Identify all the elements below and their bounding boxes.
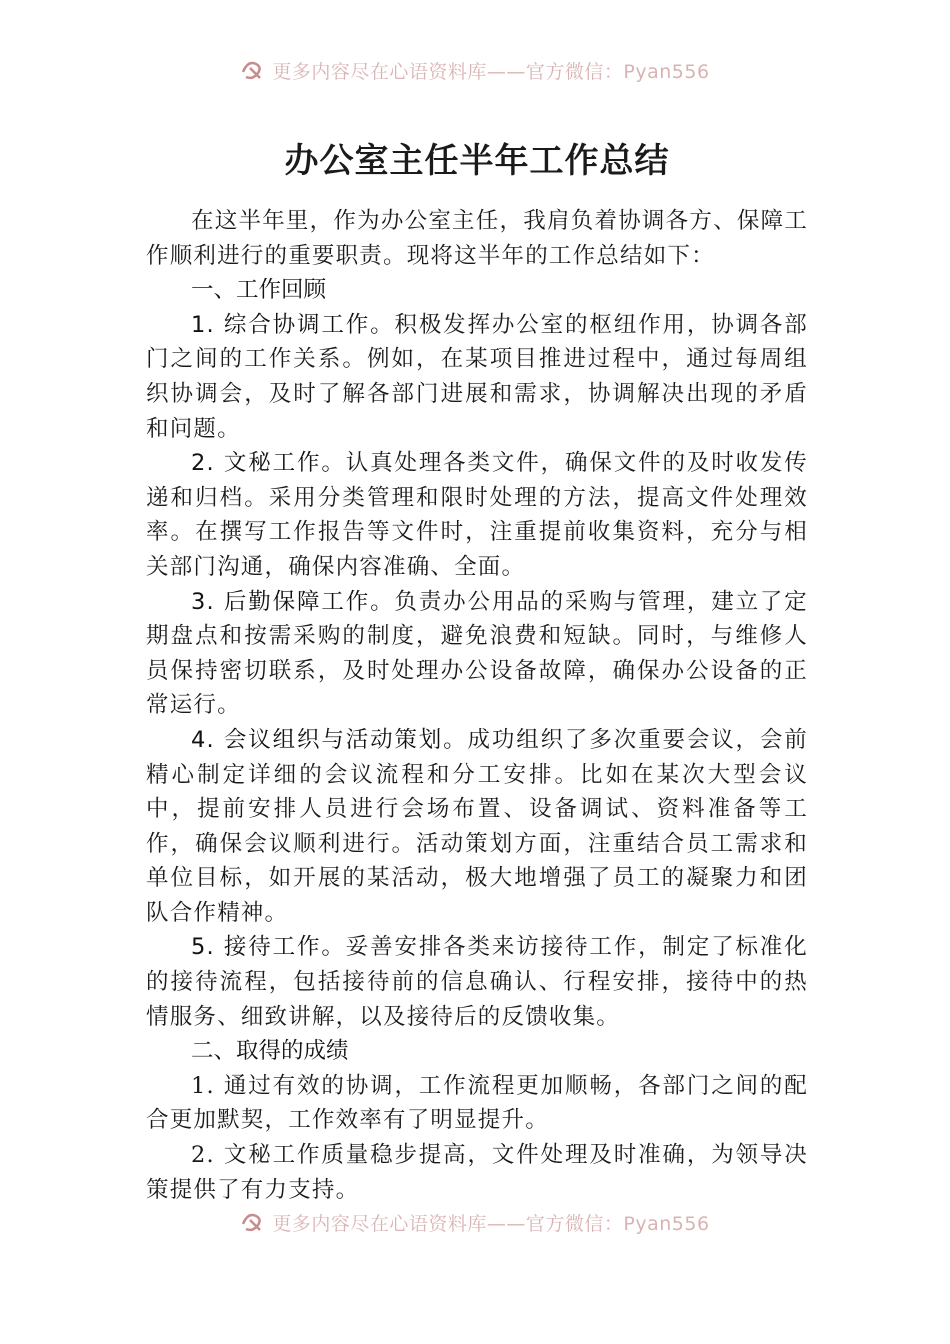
item-lead: 2. 文秘工作。	[191, 450, 346, 477]
item-lead: 3. 后勤保障工作。	[191, 588, 395, 615]
item-text: 认真处理各类文件，确保文件的及时收发传递和归档。采用分类管理和限时处理的方法，提高文件处理效率。在撰写工作报告等文件时，注重提前收集资料，充分与相关部门沟通，确保内容准确、全面。	[146, 450, 808, 580]
achievement-item: 2. 文秘工作质量稳步提高，文件处理及时准确，为领导决策提供了有力支持。	[146, 1142, 808, 1203]
item-lead: 1. 综合协调工作。	[191, 311, 395, 338]
section-heading-achievements: 二、取得的成绩	[191, 1038, 349, 1065]
review-item	[146, 308, 808, 446]
watermark-text: 更多内容尽在心语资料库——官方微信：Pyan556	[272, 1212, 710, 1235]
watermark-text: 更多内容尽在心语资料库——官方微信：Pyan556	[272, 60, 710, 83]
logo-icon	[240, 58, 266, 82]
document-body	[146, 138, 808, 1207]
review-item	[146, 723, 808, 931]
item-text: 负责办公用品的采购与管理，建立了定期盘点和按需采购的制度，避免浪费和短缺。同时，与维修人员保持密切联系，及时处理办公设备故障，确保办公设备的正常运行。	[146, 588, 808, 719]
watermark-top	[0, 52, 950, 88]
item-lead: 5. 接待工作。	[191, 934, 346, 961]
watermark-bottom	[0, 1204, 950, 1240]
review-item	[146, 930, 808, 1034]
item-text: 妥善安排各类来访接待工作，制定了标准化的接待流程，包括接待前的信息确认、行程安排，接待中的热情服务、细致讲解，以及接待后的反馈收集。	[146, 934, 808, 1030]
logo-icon	[240, 1210, 266, 1234]
achievement-item: 1. 通过有效的协调，工作流程更加顺畅，各部门之间的配合更加默契，工作效率有了明显提升。	[146, 1072, 808, 1134]
item-text: 积极发挥办公室的枢纽作用，协调各部门之间的工作关系。例如，在某项目推进过程中，通过每周组织协调会，及时了解各部门进展和需求，协调解决出现的矛盾和问题。	[146, 311, 808, 442]
intro-paragraph: 在这半年里，作为办公室主任，我肩负着协调各方、保障工作顺利进行的重要职责。现将这半年的工作总结如下：	[146, 208, 808, 269]
review-item	[146, 446, 808, 584]
item-lead: 4. 会议组织与活动策划。	[191, 726, 468, 753]
page-title: 办公室主任半年工作总结	[284, 141, 670, 181]
item-text: 成功组织了多次重要会议，会前精心制定详细的会议流程和分工安排。比如在某次大型会议中，提前安排人员进行会场布置、设备调试、资料准备等工作，确保会议顺利进行。活动策划方面，注重结合员工需求和单位目标，如开展的某活动，极大地增强了员工的凝聚力和团队合作精神。	[146, 726, 808, 926]
review-item	[146, 585, 808, 723]
section-heading-review: 一、工作回顾	[191, 277, 327, 304]
